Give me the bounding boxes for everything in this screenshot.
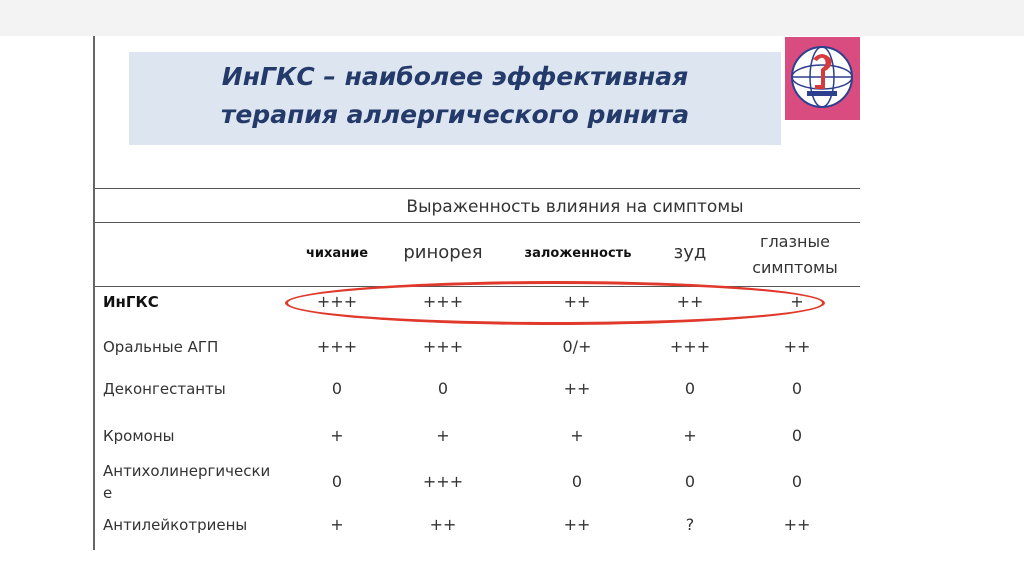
table-cell: +	[330, 426, 344, 445]
title-line-2: терапия аллергического ринита	[220, 100, 690, 129]
row-label: Антихолинергически	[103, 462, 271, 480]
table-cell: +	[436, 426, 450, 445]
table-cell: ++	[783, 337, 811, 356]
table-cell: 0	[331, 472, 343, 491]
title-banner	[129, 52, 781, 145]
table-cell: 0	[791, 379, 803, 398]
column-header-sneezing: чихание	[305, 246, 369, 261]
table-cell: ++	[563, 292, 591, 311]
table-cell: 0	[437, 379, 449, 398]
table-cell: ?	[685, 515, 695, 534]
table-cell: +	[683, 426, 697, 445]
column-header-eye-symptoms-2: симптомы	[752, 258, 838, 277]
group-header: Выраженность влияния на симптомы	[406, 197, 744, 217]
row-label: ИнГКС	[103, 293, 159, 311]
table-cell: ++	[429, 515, 457, 534]
table-cell: 0	[684, 472, 696, 491]
table-cell: +	[330, 515, 344, 534]
table-cell: ++	[563, 379, 591, 398]
column-header-rhinorrhea: ринорея	[403, 242, 483, 263]
column-header-congestion: заложенность	[524, 246, 632, 261]
row-label: Кромоны	[103, 427, 175, 445]
row-label: Оральные АГП	[103, 338, 219, 356]
table-cell: 0	[331, 379, 343, 398]
table-cell: +++	[422, 292, 464, 311]
table-cell: 0	[684, 379, 696, 398]
table-cell: ++	[563, 515, 591, 534]
table-cell: 0	[791, 472, 803, 491]
column-header-itch: зуд	[673, 242, 707, 263]
row-label-continued: е	[103, 484, 113, 502]
table-cell: ++	[783, 515, 811, 534]
table-top-rule	[95, 188, 860, 189]
table-cell: 0	[791, 426, 803, 445]
row-label: Антилейкотриены	[103, 516, 248, 534]
table-cell: +++	[316, 337, 358, 356]
table-cell: 0	[571, 472, 583, 491]
table-header-rule	[95, 222, 860, 223]
table-cell: +	[570, 426, 584, 445]
table-cell: ++	[676, 292, 704, 311]
table-cell: 0/+	[562, 337, 592, 356]
table-cell: +++	[316, 292, 358, 311]
viewer-top-bar	[0, 0, 1024, 36]
table-cell: +++	[422, 337, 464, 356]
column-header-eye-symptoms-1: глазные	[760, 232, 830, 251]
row-label: Деконгестанты	[103, 380, 226, 398]
title-line-1: ИнГКС – наиболее эффективная	[221, 62, 689, 91]
table-cell: +++	[669, 337, 711, 356]
table-cell: +++	[422, 472, 464, 491]
society-emblem-icon	[785, 37, 860, 120]
table-cell: +	[790, 292, 804, 311]
